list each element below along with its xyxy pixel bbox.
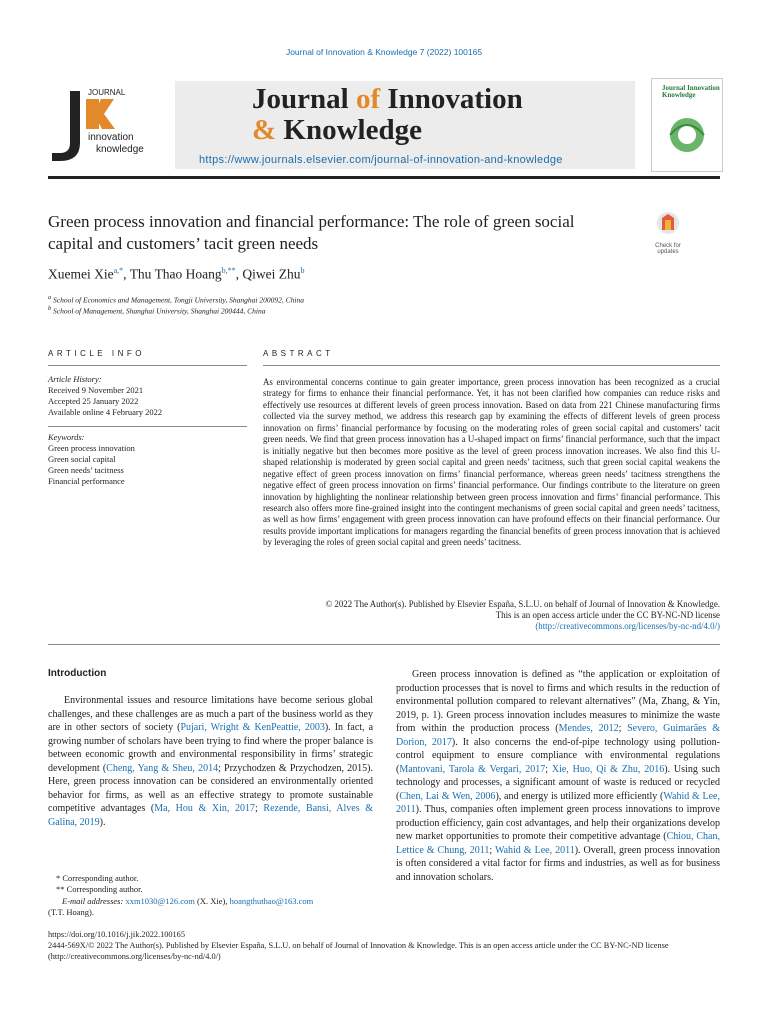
- intro-left-column: [48, 694, 373, 829]
- paragraph-text: ;: [545, 763, 552, 775]
- citation-link[interactable]: Xie, Huo, Qi & Zhu, 2016: [551, 763, 665, 775]
- paragraph-text: ;: [489, 844, 495, 856]
- citation-link[interactable]: Cheng, Yang & Sheu, 2014: [106, 762, 219, 774]
- author-list: Xuemei Xie$^{a,*}$, Thu Thao Hoang$^{b,**}$, Qiwei Zhu$^b$: [48, 266, 305, 282]
- bottom-license-line: 2444-569X/© 2022 The Author(s). Published by Elsevier España, S.L.U. on behalf of Journal of Innovation & Knowledge. This is an open access article under the CC BY-NC-ND license: [48, 941, 669, 950]
- paragraph-text: ). In fact, a growing number of scholars have been trying to find where the proper balance is between economic growth and environmental responsibility in firms’ strategic development (: [48, 722, 374, 774]
- abstract-text: As environmental concerns continue to gain greater importance, green process innovation has been recognized as a crucial strategy for firms to enhance their financial performance. Yet, it has not been clarified how companies can reduce risks and effectively use resources at different levels of green process innovation. Based on data from 221 Chinese manufacturing firms collected via the survey method, we address this research gap by examining the effects of different levels of green process innovation on firms’ financial performance by focusing on the moderating roles of green social capital and customers’ tacit green needs. We find that green process innovation has a U-shaped impact on firms’ financial performance, such that the impact is initially negative but then becomes more positive as the level of green process innovation increases. We also find this U-shaped relationship is moderated by green social capital and green needs’ tacitness, such that green social capital weakens the negative effect of green process innovation on firms’ financial performance, whereas green needs’ tacitness strengthens the negative effect of green process innovation on firms’ financial performance. Our findings contribute to the literature on green innovation by highlighting the nonlinear relationship between green process innovation and firms’ financial performance. This research also offers more fine-grained insight into the contingent mechanisms of green social capital and green needs’ tacitness, as well as how firms’ engagement with green process innovation can have profound effects on their financial performance. Our results provide important implications for managers regarding the financial benefits of green process innovation that is achieved by leveraging the roles of green social capital and green needs’ tacitness.: [263, 377, 720, 548]
- citation-link[interactable]: Chiou, Chan, Lettice & Chung, 2011: [396, 831, 720, 856]
- intro-paragraph-1: [48, 694, 373, 829]
- check-for-updates-button[interactable]: [648, 210, 688, 256]
- paragraph-text: ).: [99, 816, 106, 828]
- citation-link[interactable]: Mantovani, Tarola & Vergari, 2017: [399, 763, 546, 775]
- journal-title: Journal of Innovation & Knowledge: [252, 83, 523, 146]
- paragraph-text: ; Przychodzen & Przychodzen, 2015). Here, green process innovation can be considered an environmentally oriented behavior for firms, as well as an effective strategy to promote sustainable competitive advantages (: [48, 762, 373, 814]
- affiliation-a: $^a$ School of Economics and Management, Tongji University, Shanghai 200092, China: [48, 294, 304, 305]
- article-history: Article History: Received 9 November 2021 Accepted 25 January 2022 Available online 4 February 2022: [48, 374, 163, 417]
- email-link-1[interactable]: xxm1030@126.com: [125, 896, 195, 906]
- article-info-heading: ARTICLE INFO: [48, 349, 145, 358]
- journal-cover-thumbnail[interactable]: [651, 78, 723, 172]
- abstract-bottom-rule: [48, 644, 720, 645]
- cover-globe-icon: [652, 107, 722, 167]
- paragraph-text: ), and energy is utilized more efficiently (: [495, 790, 664, 802]
- affiliation-b: $^b$ School of Management, Shanghai University, Shanghai 200444, China: [48, 305, 266, 316]
- paragraph-text: Green process innovation is defined as “the application or exploitation of production processes that is novel to firms and which results in the reduction of environmental pollution compared to relevant alternatives” (Ma, Zhang, & Yin, 2019, p. 1). Green process innovation includes measures to minimize the waste from within the production process (: [396, 669, 720, 734]
- journal-logo: [48, 85, 166, 163]
- bottom-license-link[interactable]: (http://creativecommons.org/licenses/by-nc-nd/4.0/): [48, 952, 221, 961]
- doi-link[interactable]: https://doi.org/10.1016/j.jik.2022.100165: [48, 930, 185, 939]
- keyword: Financial performance: [48, 476, 125, 486]
- author-1[interactable]: Xuemei Xie: [48, 266, 114, 282]
- keyword: Green needs’ tacitness: [48, 465, 124, 475]
- logo-innovation-text: innovation: [88, 132, 134, 143]
- check-updates-label: Check for updates: [655, 243, 681, 255]
- introduction-heading: Introduction: [48, 668, 107, 679]
- citation-link[interactable]: Rezende, Bansi, Alves & Galina, 2019: [48, 803, 374, 828]
- footnote-corresponding-2: ** Corresponding author.: [56, 884, 143, 894]
- citation-link[interactable]: Severo, Guimarães & Dorion, 2017: [396, 723, 721, 748]
- email-link-2[interactable]: hoangthuthao@163.com: [229, 896, 314, 906]
- citation-link[interactable]: Pujari, Wright & KenPeattie, 2003: [180, 722, 325, 733]
- keyword: Green social capital: [48, 454, 116, 464]
- abstract-heading: ABSTRACT: [263, 349, 334, 358]
- cover-title: Journal Innovation Knowledge: [662, 84, 720, 99]
- intro-paragraph-2: [396, 668, 720, 884]
- citation-link[interactable]: Wahid & Lee, 2011: [494, 844, 575, 856]
- footnote-author-name: (T.T. Hoang).: [48, 907, 94, 917]
- license-line: This is an open access article under the CC BY-NC-ND license: [495, 610, 720, 620]
- paragraph-text: ;: [618, 723, 628, 734]
- paragraph-text: ). Thus, companies often implement green process innovations to improve production efficiency, gain cost advantages, and help their organizations develop new market opportunities to promote their competitive advantage (: [396, 804, 720, 842]
- citation-link[interactable]: Wahid & Lee, 2011: [396, 790, 720, 815]
- citation-link[interactable]: Mendes, 2012: [558, 723, 619, 734]
- abstract-rule: [263, 365, 720, 366]
- paragraph-text: Environmental issues and resource limitations have become serious global challenges, and these challenges are as much a part of the business world as they are in other sectors of society (: [48, 695, 373, 733]
- paragraph-text: ). Using such technology and processes, a significant amount of waste is reduced or recycled (: [396, 763, 721, 802]
- keywords-list: Keywords: Green process innovation Green social capital Green needs’ tacitness Financial performance: [48, 432, 247, 487]
- author-3[interactable]: Qiwei Zhu: [242, 266, 301, 282]
- copyright-line: © 2022 The Author(s). Published by Elsevier España, S.L.U. on behalf of Journal of Innovation & Knowledge.: [325, 599, 720, 609]
- intro-right-column: [396, 668, 720, 884]
- footnote-corresponding-1: * Corresponding author.: [56, 873, 139, 883]
- author-2[interactable]: Thu Thao Hoang: [129, 266, 222, 282]
- footnote-emails: E-mail addresses: xxm1030@126.com (X. Xie), hoangthuthao@163.com: [62, 896, 314, 906]
- journal-citation: Journal of Innovation & Knowledge 7 (2022) 100165: [285, 47, 483, 57]
- citation-link[interactable]: Ma, Hou & Xin, 2017: [154, 803, 255, 814]
- article-title: Green process innovation and financial performance: The role of green social capital and customers’ tacit green needs: [48, 212, 575, 253]
- check-updates-icon: [648, 210, 688, 238]
- citation-link[interactable]: Chen, Lai & Wen, 2006: [399, 790, 496, 802]
- journal-url-link[interactable]: https://www.journals.elsevier.com/journal-of-innovation-and-knowledge: [199, 154, 563, 166]
- license-link[interactable]: (http://creativecommons.org/licenses/by-nc-nd/4.0/): [535, 621, 720, 631]
- keyword: Green process innovation: [48, 443, 135, 453]
- article-info-rule: [48, 365, 247, 366]
- paragraph-text: ;: [255, 803, 264, 814]
- logo-journal-text: JOURNAL: [88, 88, 126, 97]
- paragraph-text: ). Overall, green process innovation is often considered a vital factor for firms and industries, as well as for business and innovation scholars.: [396, 844, 720, 883]
- paragraph-text: ). It also concerns the end-of-pipe technology using pollution-control equipment to ensure compliance with environmental regulations (: [396, 736, 720, 775]
- header-rule: [48, 176, 720, 179]
- keywords-rule: [48, 426, 247, 427]
- logo-knowledge-text: knowledge: [96, 144, 144, 155]
